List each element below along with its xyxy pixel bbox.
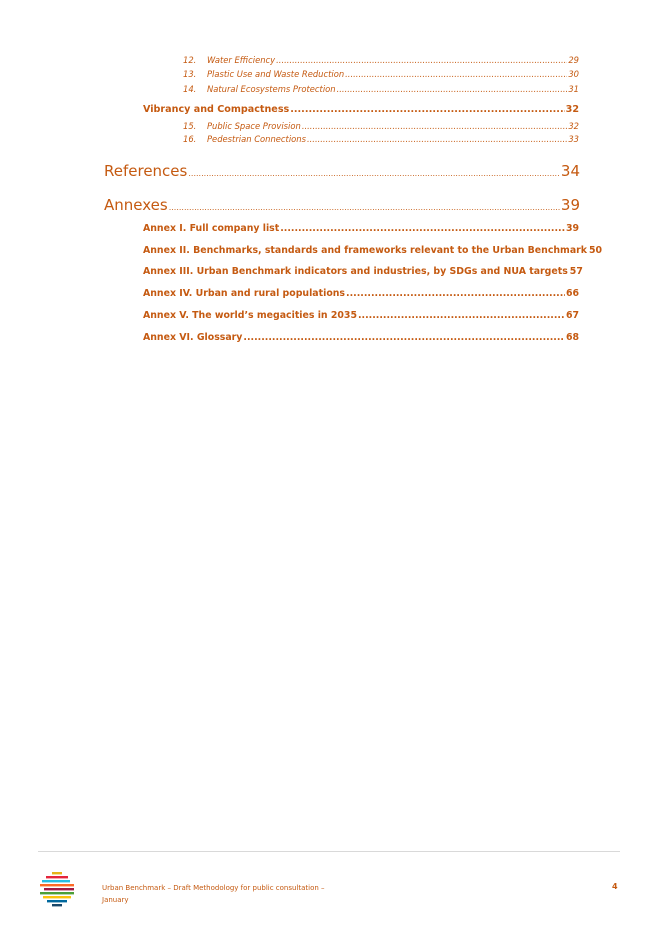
toc-annex-5[interactable] bbox=[143, 310, 579, 321]
toc-heading-page: 39 bbox=[560, 196, 580, 214]
toc-annex-3[interactable] bbox=[143, 266, 583, 277]
toc-annex-page: 50 bbox=[589, 245, 603, 256]
toc-annex-page: 68 bbox=[565, 332, 579, 343]
toc-heading-references[interactable] bbox=[104, 162, 580, 180]
toc-entry-page: 32 bbox=[568, 121, 579, 131]
toc-heading-title: References bbox=[104, 162, 188, 180]
toc-section-page: 32 bbox=[565, 104, 579, 115]
toc-entry-title: Natural Ecosystems Protection bbox=[207, 84, 336, 94]
toc-annex-4[interactable] bbox=[143, 288, 579, 299]
dot-leader bbox=[169, 203, 560, 212]
dot-leader bbox=[346, 288, 565, 299]
toc-entry-number: 12. bbox=[183, 55, 197, 65]
page-number: 4 bbox=[612, 882, 618, 891]
toc-entry-water-efficiency[interactable] bbox=[183, 55, 579, 65]
dot-leader bbox=[307, 134, 567, 144]
toc-heading-annexes[interactable] bbox=[104, 196, 580, 214]
toc-entry-page: 29 bbox=[568, 55, 579, 65]
toc-entry-title: Water Efficiency bbox=[207, 55, 276, 65]
toc-entry-title: Public Space Provision bbox=[207, 121, 301, 131]
toc-entry-page: 31 bbox=[568, 84, 579, 94]
toc-annex-page: 67 bbox=[565, 310, 579, 321]
dot-leader bbox=[280, 223, 565, 234]
urban-benchmark-logo-icon bbox=[38, 870, 78, 908]
toc-entry-public-space[interactable] bbox=[183, 121, 579, 131]
toc-annex-title: Annex IV. Urban and rural populations bbox=[143, 288, 346, 299]
toc-annex-2[interactable] bbox=[143, 245, 603, 256]
dot-leader bbox=[276, 55, 567, 65]
toc-entry-page: 33 bbox=[568, 134, 579, 144]
toc-annex-title: Annex I. Full company list bbox=[143, 223, 280, 234]
dot-leader bbox=[337, 84, 568, 94]
toc-annex-title: Annex III. Urban Benchmark indicators and industries, by SDGs and NUA targets bbox=[143, 266, 568, 277]
toc-annex-6[interactable] bbox=[143, 332, 579, 343]
toc-entry-title: Pedestrian Connections bbox=[207, 134, 306, 144]
toc-heading-title: Annexes bbox=[104, 196, 168, 214]
dot-leader bbox=[345, 69, 567, 79]
dot-leader bbox=[302, 121, 568, 131]
toc-annex-page: 66 bbox=[565, 288, 579, 299]
toc-entry-title: Plastic Use and Waste Reduction bbox=[207, 69, 345, 79]
toc-entry-plastic-use[interactable] bbox=[183, 69, 579, 79]
toc-annex-1[interactable] bbox=[143, 223, 579, 234]
toc-annex-title: Annex II. Benchmarks, standards and frameworks relevant to the Urban Benchmark bbox=[143, 245, 588, 256]
toc-entry-number: 14. bbox=[183, 84, 197, 94]
toc-section-title: Vibrancy and Compactness bbox=[143, 104, 290, 115]
toc-annex-page: 39 bbox=[565, 223, 579, 234]
toc-heading-page: 34 bbox=[560, 162, 580, 180]
toc-entry-pedestrian-connections[interactable] bbox=[183, 134, 579, 144]
toc-section-vibrancy[interactable] bbox=[143, 104, 579, 115]
dot-leader bbox=[188, 169, 560, 178]
footer-text bbox=[102, 882, 342, 906]
toc-entry-number: 16. bbox=[183, 134, 197, 144]
footer-text-line2: January bbox=[102, 896, 129, 904]
toc-annex-title: Annex V. The world’s megacities in 2035 bbox=[143, 310, 357, 321]
toc-entry-number: 15. bbox=[183, 121, 197, 131]
toc-entry-page: 30 bbox=[568, 69, 579, 79]
footer-divider bbox=[38, 851, 620, 852]
dot-leader bbox=[243, 332, 565, 343]
footer-text-line1: Urban Benchmark – Draft Methodology for public consultation – bbox=[102, 884, 325, 892]
toc-annex-page: 57 bbox=[569, 266, 583, 277]
toc-entry-number: 13. bbox=[183, 69, 197, 79]
dot-leader bbox=[358, 310, 565, 321]
toc-annex-title: Annex VI. Glossary bbox=[143, 332, 243, 343]
toc-entry-natural-ecosystems[interactable] bbox=[183, 84, 579, 94]
dot-leader bbox=[290, 104, 564, 115]
